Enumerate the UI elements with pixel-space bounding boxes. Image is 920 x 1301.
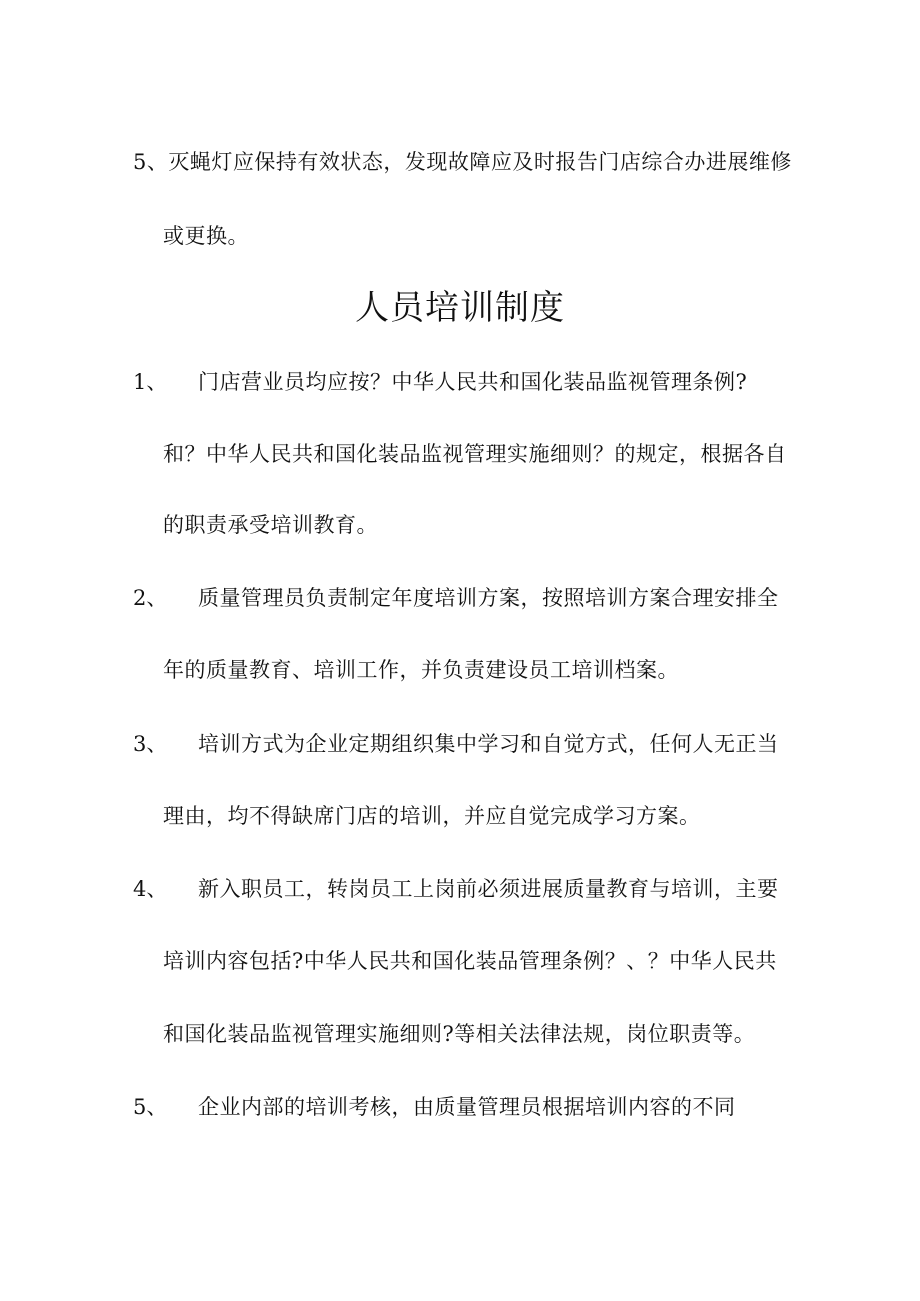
- item-1-line-3: 的职责承受培训教育。: [163, 513, 378, 537]
- item-1-line-1: 门店营业员均应按？中华人民共和国化装品监视管理条例?: [198, 370, 748, 394]
- item-3-number: 3、: [133, 732, 168, 756]
- item-3-line-2: 理由，均不得缺席门店的培训，并应自觉完成学习方案。: [163, 804, 701, 828]
- item-1-number: 1、: [133, 370, 168, 394]
- item-4-number: 4、: [133, 877, 168, 901]
- item-2-line-2: 年的质量教育、培训工作，并负责建设员工培训档案。: [163, 658, 679, 682]
- top-item-line-1: [133, 147, 792, 177]
- item-5-line-1: 企业内部的培训考核，由质量管理员根据培训内容的不同: [198, 1095, 736, 1119]
- item-2-number: 2、: [133, 586, 168, 610]
- item-2-line-1: 质量管理员负责制定年度培训方案，按照培训方案合理安排全: [198, 586, 779, 610]
- item-4-line-3: 和国化装品监视管理实施细则?等相关法律法规，岗位职责等。: [163, 1022, 756, 1046]
- item-1-line-2: 和？中华人民共和国化装品监视管理实施细则？的规定，根据各自: [163, 442, 787, 466]
- item-4-line-1: 新入职员工，转岗员工上岗前必须进展质量教育与培训，主要: [198, 877, 779, 901]
- top-item-text-1: 灭蝇灯应保持有效状态，发现故障应及时报告门店综合办进展维修: [168, 150, 792, 174]
- item-4-line-2: 培训内容包括?中华人民共和国化装品管理条例？、？中华人民共: [163, 949, 777, 973]
- section-title: 人员培训制度: [355, 288, 565, 328]
- top-item-number: 5、: [133, 150, 169, 174]
- top-item-line-2: 或更换。: [163, 224, 249, 248]
- item-3-line-1: 培训方式为企业定期组织集中学习和自觉方式，任何人无正当: [198, 732, 779, 756]
- item-5-number: 5、: [133, 1095, 168, 1119]
